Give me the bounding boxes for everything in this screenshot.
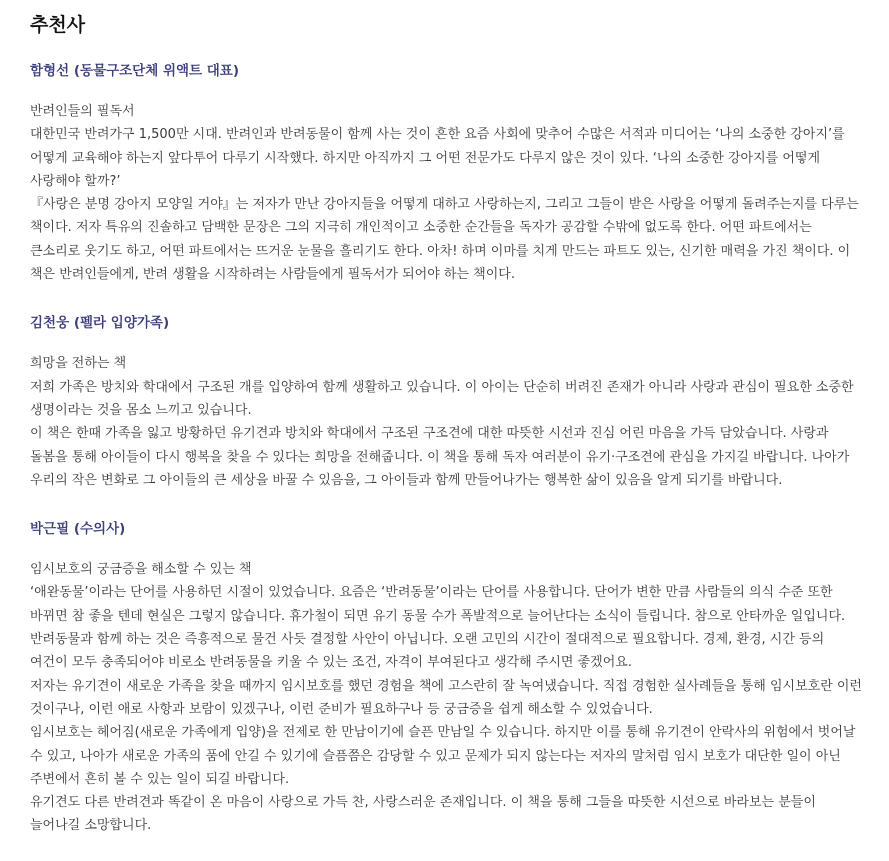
recommender-block [30, 50, 863, 286]
recommendation-paragraph: 이 책은 한때 가족을 잃고 방황하던 유기견과 방치와 학대에서 구조된 구조견에 대한 따뜻한 시선과 진심 어린 마음을 가득 담았습니다. 사랑과 돌봄을 통해 아이들이 다시 행복을 찾을 수 있다는 희망을 전해줍니다. 이 책을 통해 독자 여러분이 유기·구조견에 관심을 가지길 바랍니다. 나아가 우리의 작은 변화로 그 아이들의 큰 세상을 바꿀 수 있음을, 그 아이들과 함께 만들어나가는 행복한 삶이 있음을 알게 되기를 바랍니다. [30, 426, 850, 488]
recommender-name: 박근필 (수의사) [30, 521, 126, 538]
recommendation-paragraph: 저희 가족은 방치와 학대에서 구조된 개를 입양하여 함께 생활하고 있습니다. 이 아이는 단순히 버려진 존재가 아니라 사랑과 관심이 필요한 소중한 생명이라는 것을 몸소 느끼고 있습니다. [30, 379, 854, 418]
recommendation-paragraph: 임시보호는 헤어짐(새로운 가족에게 입양)을 전제로 한 만남이기에 슬픈 만남일 수 있습니다. 하지만 이를 통해 유기견이 안락사의 위험에서 벗어날 수 있고, 나아가 새로운 가족의 품에 안길 수 있기에 슬픔쯤은 감당할 수 있고 문제가 되지 않는다는 저자의 말처럼 임시 보호가 대단한 일이 아닌 주변에서 흔히 볼 수 있는 일이 되길 바랍니다. [30, 725, 856, 787]
recommendation-paragraph: 『사랑은 분명 강아지 모양일 거야』는 저자가 만난 강아지들을 어떻게 대하고 사랑하는지, 그리고 그들이 받은 사랑을 어떻게 돌려주는지를 다루는 책이다. 저자 특유의 진솔하고 담백한 문장은 그의 지극히 개인적이고 소중한 순간들을 독자가 공감할 수밖에 없도록 한다. 어떤 파트에서는 큰소리로 웃기도 하고, 어떤 파트에서는 뜨거운 눈물을 흘리기도 한다. 아차! 하며 이마를 치게 만드는 파트도 있는, 신기한 매력을 가진 책이다. 이 책은 반려인들에게, 반려 생활을 시작하려는 사람들에게 필독서가 되어야 하는 책이다. [30, 197, 859, 283]
recommendation-heading: 반려인들의 필독서 [30, 104, 135, 119]
section-title: 추천사 [30, 14, 86, 36]
recommendation-heading: 희망을 전하는 책 [30, 356, 127, 372]
recommender-name: 김천웅 (펠라 입양가족) [30, 315, 170, 332]
recommender-block [30, 508, 863, 838]
recommendation-heading: 임시보호의 궁금증을 해소할 수 있는 책 [30, 562, 252, 578]
recommendation-paragraph: 유기견도 다른 반려견과 똑같이 온 마음이 사랑으로 가득 찬, 사랑스러운 존재입니다. 이 책을 통해 그들을 따뜻한 시선으로 바라보는 분들이 늘어나길 소망합니다. [30, 795, 816, 834]
recommendation-paragraph: 대한민국 반려가구 1,500만 시대. 반려인과 반려동물이 함께 사는 것이 흔한 요즘 사회에 맞추어 수많은 서적과 미디어는 ‘나의 소중한 강아지’를 어떻게 교육해야 하는지 앞다투어 다루기 시작했다. 하지만 아직까지 그 어떤 전문가도 다루지 않은 것이 있다. ‘나의 소중한 강아지를 어떻게 사랑해야 할까?’ [30, 127, 845, 189]
recommendation-paragraph: 반려동물과 함께 하는 것은 즉흥적으로 물건 사듯 결정할 사안이 아닙니다. 오랜 고민의 시간이 절대적으로 필요합니다. 경제, 환경, 시간 등의 여건이 모두 충족되어야 비로소 반려동물을 키울 수 있는 조건, 자격이 부여된다고 생각해 주시면 좋겠어요. [30, 632, 825, 671]
recommendation-paragraph: ‘애완동물’이라는 단어를 사용하던 시절이 있었습니다. 요즘은 ‘반려동물’이라는 단어를 사용합니다. 단어가 변한 만큼 사람들의 의식 수준 또한 바뀌면 참 좋을 텐데 현실은 그렇지 않습니다. 휴가철이 되면 유기 동물 수가 폭발적으로 늘어난다는 소식이 들립니다. 참으로 안타까운 일입니다. [30, 585, 846, 624]
recommender-block [30, 302, 863, 492]
recommendation-paragraph: 저자는 유기견이 새로운 가족을 찾을 때까지 임시보호를 했던 경험을 책에 고스란히 잘 녹여냈습니다. 직접 경험한 실사례들을 통해 임시보호란 이런 것이구나, 이런 애로 사항과 보람이 있겠구나, 이런 준비가 필요하구나 등 궁금증을 쉽게 해소할 수 있었습니다. [30, 678, 862, 717]
recommender-name: 함형선 (동물구조단체 위액트 대표) [30, 63, 240, 79]
